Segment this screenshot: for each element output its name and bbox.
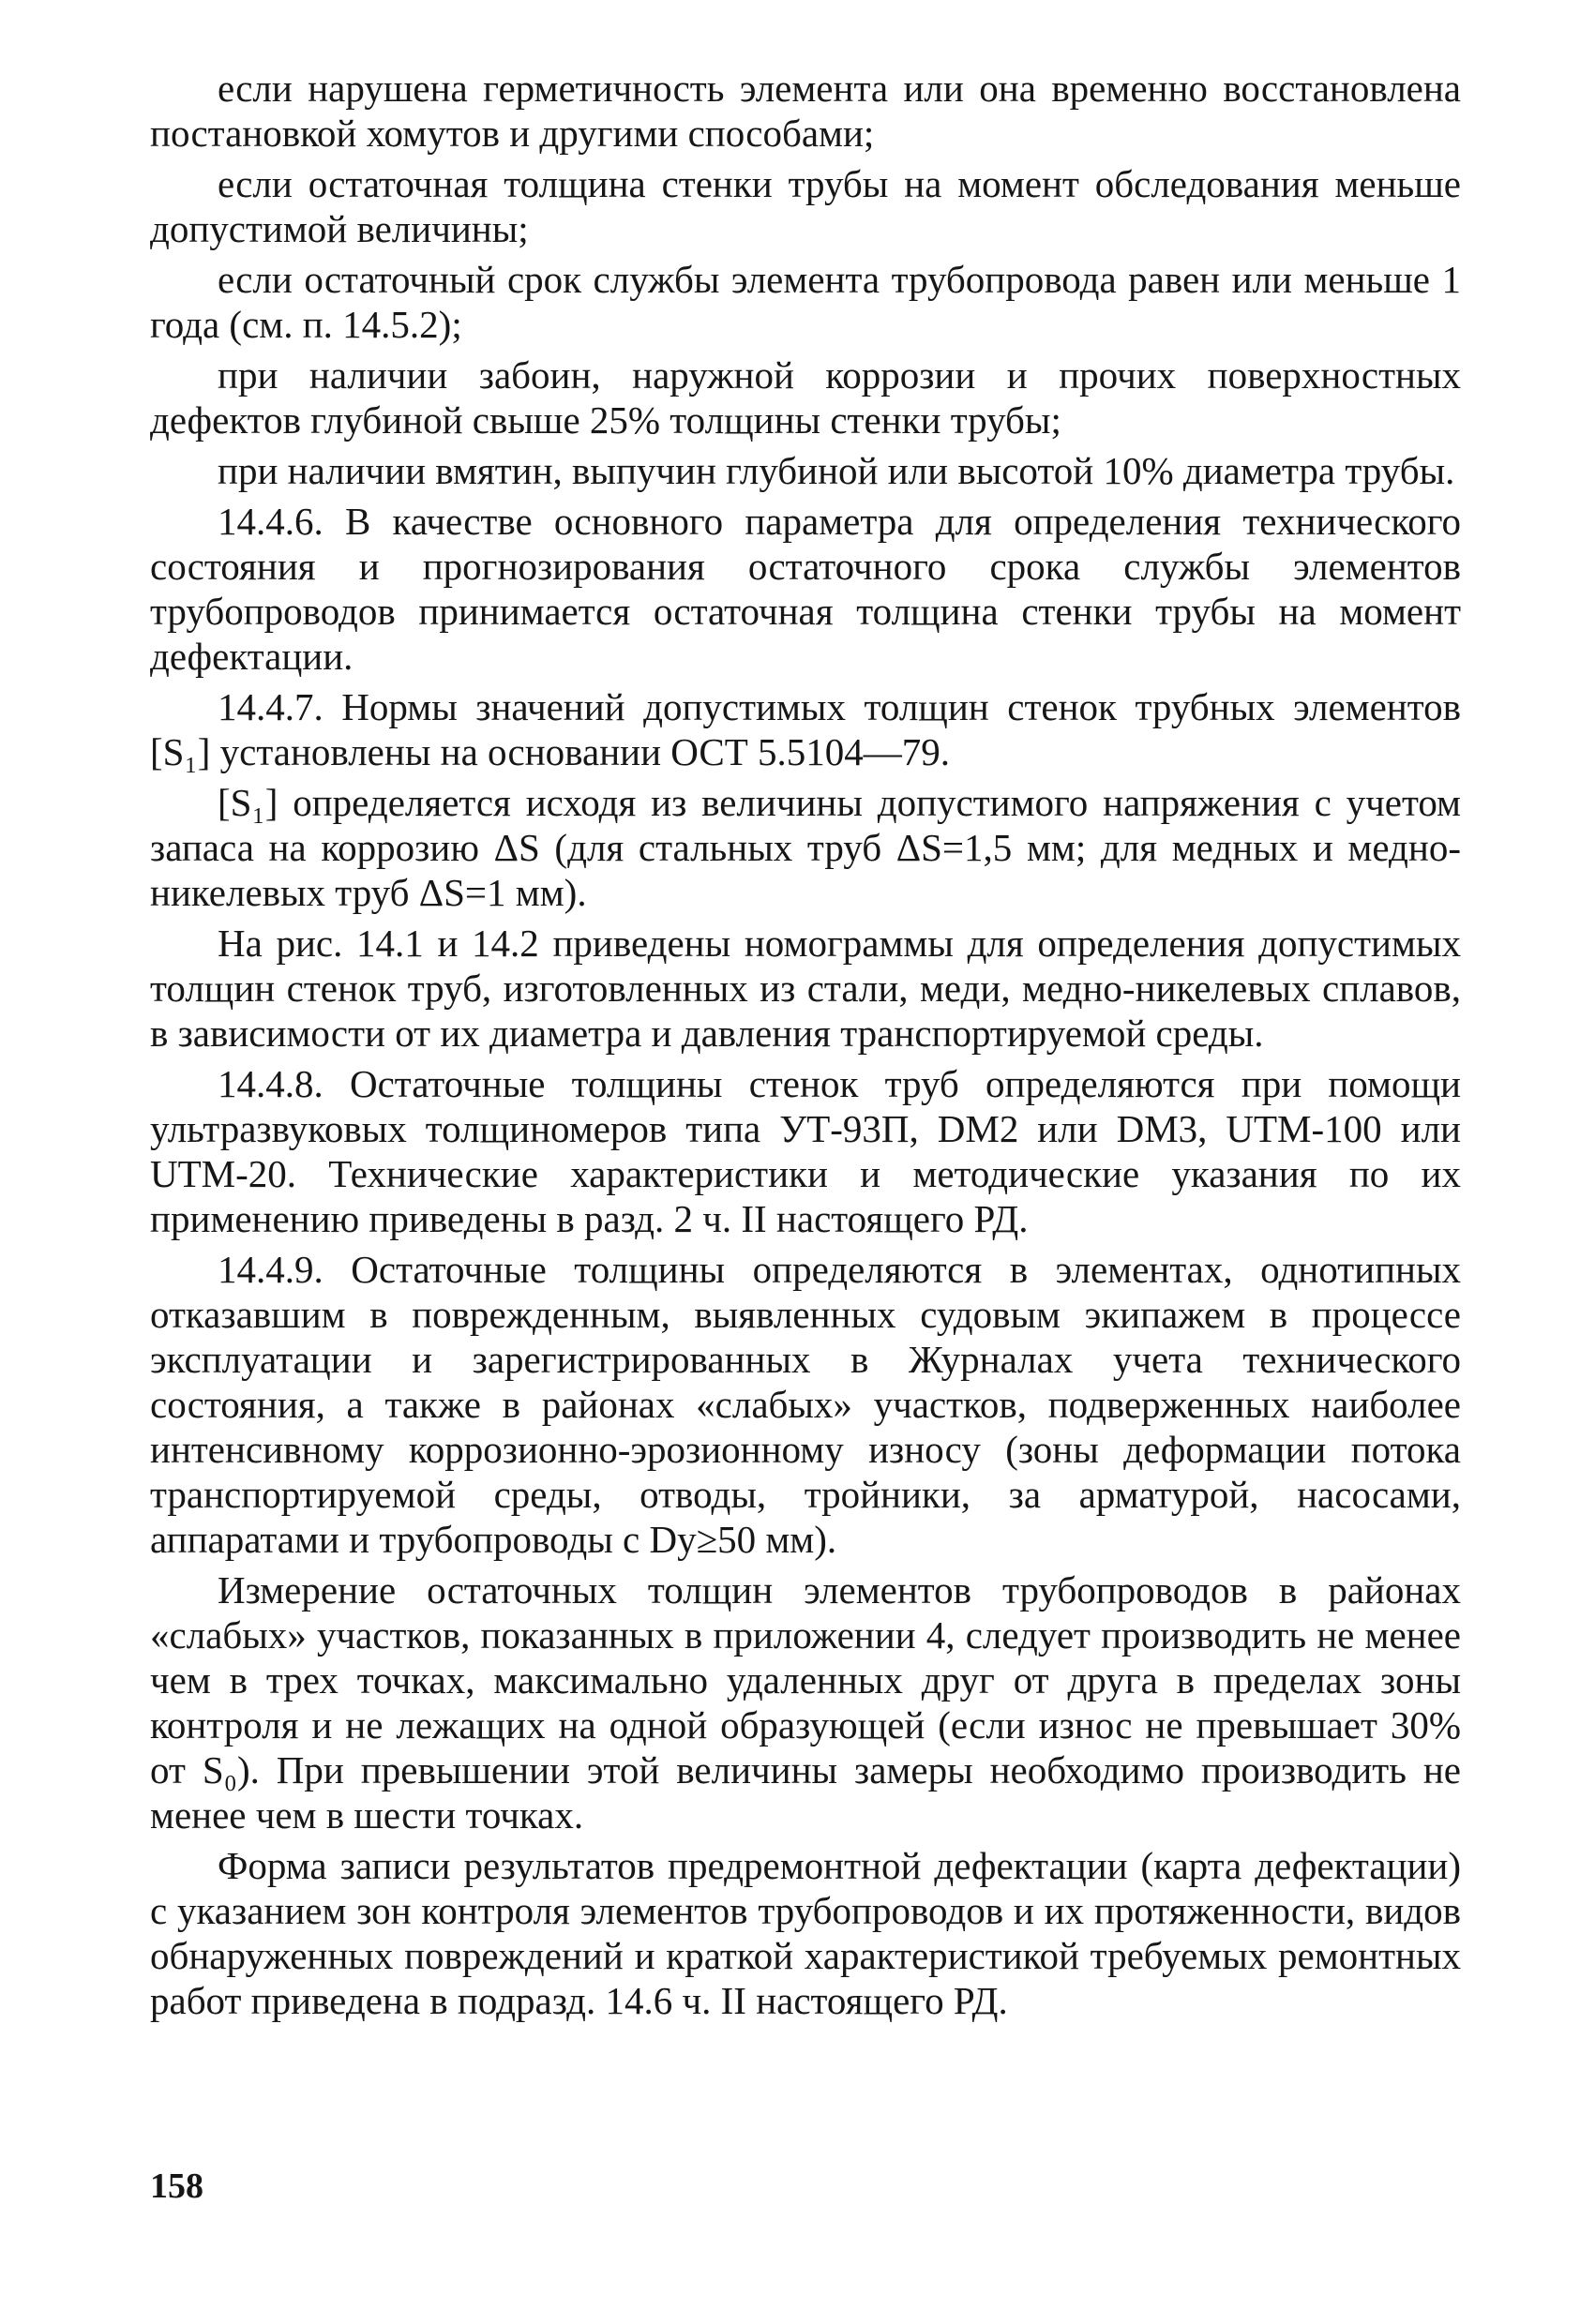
paragraph: если остаточный срок службы элемента трубопровода равен или меньше 1 года (см. п. 14.5.2); bbox=[150, 258, 1461, 346]
paragraph: 14.4.6. В качестве основного параметра для определения технического состояния и прогнозирования остаточного срока службы элементов трубопроводов принимается остаточная толщина стенки трубы на момент дефектации. bbox=[150, 500, 1461, 678]
paragraph: На рис. 14.1 и 14.2 приведены номограммы для определения допустимых толщин стенок труб, изготовленных из стали, меди, медно-никелевых сплавов, в зависимости от их диаметра и давления транспортируемой среды. bbox=[150, 922, 1461, 1055]
paragraph: если остаточная толщина стенки трубы на момент обследования меньше допустимой величины; bbox=[150, 162, 1461, 250]
paragraph: 14.4.9. Остаточные толщины определяются в элементах, однотипных отказавшим в поврежденным, выявленных судовым экипажем в процессе эксплуатации и зарегистрированных в Журналах учета технического состояния, а также в районах «слабых» участков, подверженных наиболее интенсивному коррозионно-эрозионному износу (зоны деформации потока транспортируемой среды, отводы, тройники, за арматурой, насосами, аппаратами и трубопроводы с Dу≥50 мм). bbox=[150, 1248, 1461, 1561]
paragraph: Форма записи результатов предремонтной дефектации (карта дефектации) с указанием зон контроля элементов трубопроводов и их протяженности, видов обнаруженных повреждений и краткой характеристикой требуемых ремонтных работ приведена в подразд. 14.6 ч. II настоящего РД. bbox=[150, 1844, 1461, 2022]
paragraph: [S₁] определяется исходя из величины допустимого напряжения с учетом запаса на коррозию ΔS (для стальных труб ΔS=1,5 мм; для медных и медно-никелевых труб ΔS=1 мм). bbox=[150, 781, 1461, 914]
paragraph: Измерение остаточных толщин элементов трубопроводов в районах «слабых» участков, показанных в приложении 4, следует производить не менее чем в трех точках, максимально удаленных друг от друга в пределах зоны контроля и не лежащих на одной образующей (если износ не превышает 30% от S₀). При превышении этой величины замеры необходимо производить не менее чем в шести точках. bbox=[150, 1568, 1461, 1837]
document-page bbox=[150, 66, 1461, 2297]
paragraph: при наличии вмятин, выпучин глубиной или высотой 10% диаметра трубы. bbox=[218, 449, 1455, 492]
paragraph: при наличии забоин, наружной коррозии и прочих поверхностных дефектов глубиной свыше 25% толщины стенки трубы; bbox=[150, 353, 1461, 442]
paragraph: 14.4.8. Остаточные толщины стенок труб определяются при помощи ультразвуковых толщиномеров типа УТ-93П, DM2 или DM3, UTM-100 или UTM-20. Технические характеристики и методические указания по их применению приведены в разд. 2 ч. II настоящего РД. bbox=[150, 1062, 1461, 1240]
page-number: 158 bbox=[150, 2167, 203, 2206]
paragraph: 14.4.7. Нормы значений допустимых толщин стенок трубных элементов [S₁] установлены на основании ОСТ 5.5104—79. bbox=[150, 685, 1461, 773]
paragraph: если нарушена герметичность элемента или она временно восстановлена постановкой хомутов и другими способами; bbox=[150, 67, 1461, 155]
